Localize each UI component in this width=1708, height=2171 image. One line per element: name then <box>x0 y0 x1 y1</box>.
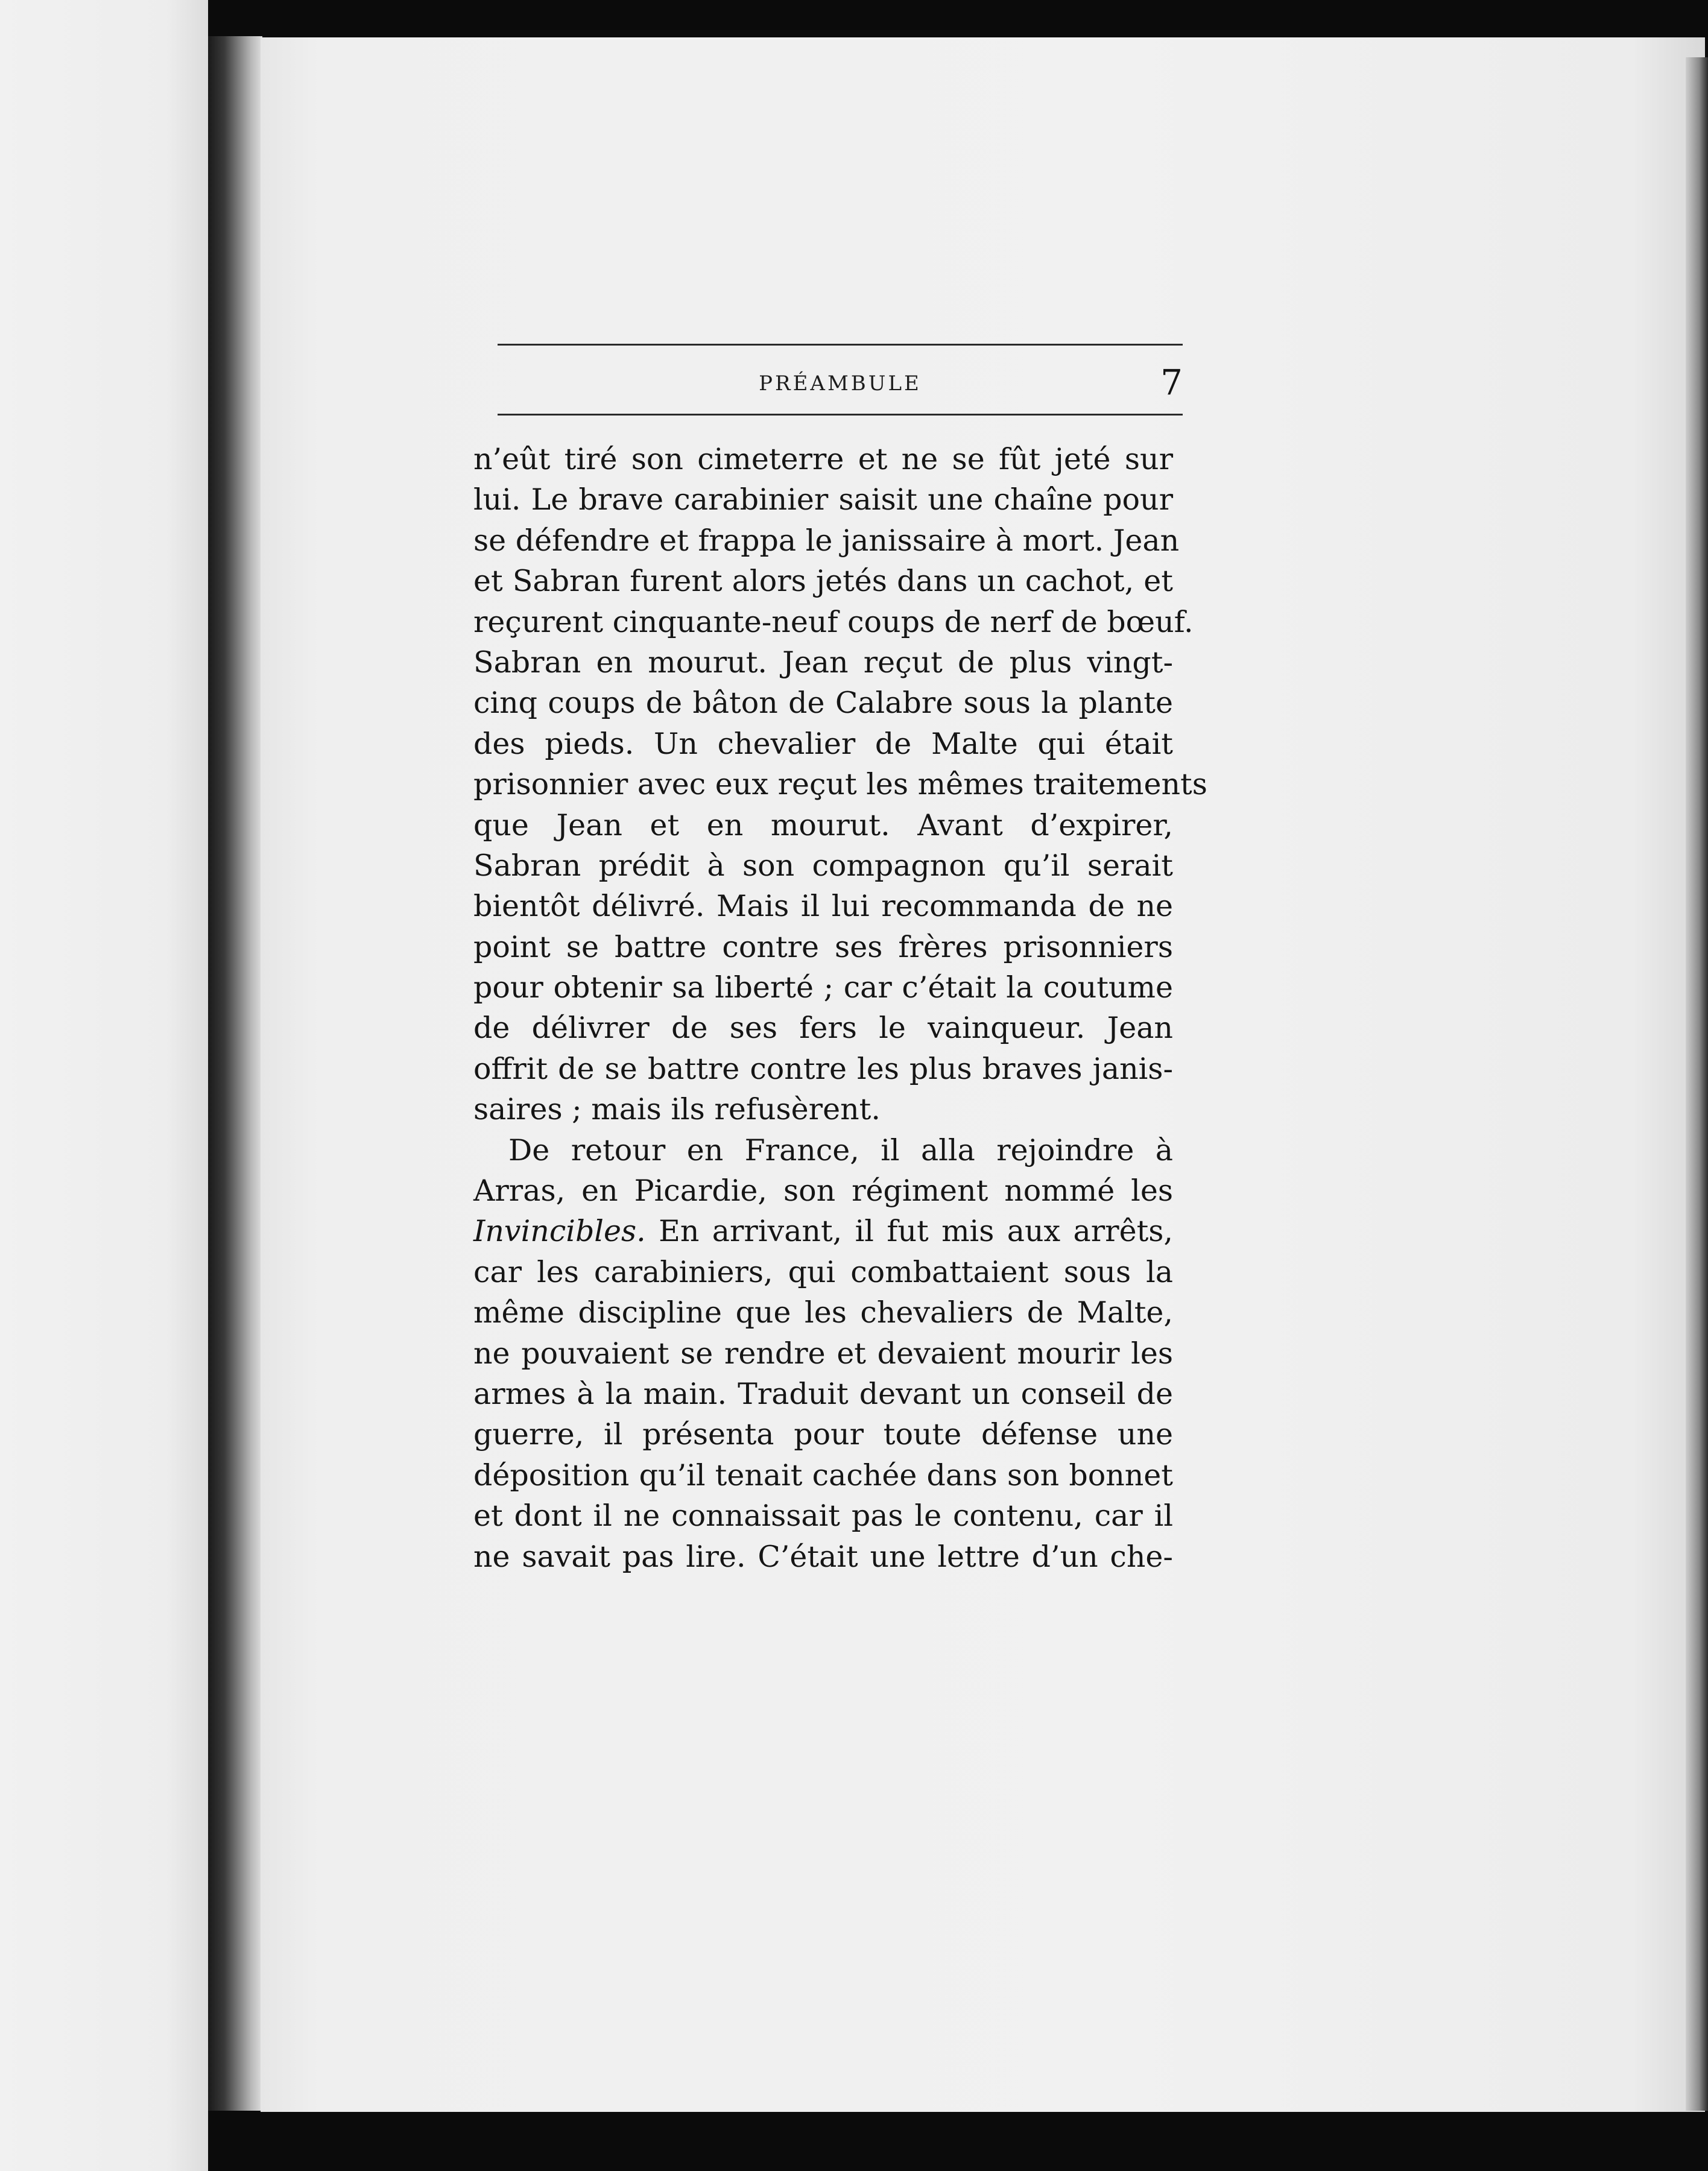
text-line: Sabran en mourut. Jean reçut de plus vingt- <box>473 645 1173 680</box>
text-line: déposition qu’il tenait cachée dans son bonnet <box>473 1458 1173 1493</box>
page-number: 7 <box>1160 362 1183 403</box>
text-line: ne pouvaient se rendre et devaient mourir les <box>473 1336 1173 1371</box>
text-line: guerre, il présenta pour toute défense une <box>473 1417 1173 1452</box>
text-line: armes à la main. Traduit devant un conseil de <box>473 1376 1173 1411</box>
text-line: pour obtenir sa liberté ; car c’était la coutume <box>473 970 1173 1005</box>
text-line: offrit de se battre contre les plus braves janis- <box>473 1051 1173 1086</box>
left-facing-page <box>0 0 208 2171</box>
text-line: et dont il ne connaissait pas le contenu, car il <box>473 1499 1173 1534</box>
text-line-with-italic <box>473 1211 1173 1251</box>
text-line: car les carabiniers, qui combattaient sous la <box>473 1254 1173 1289</box>
header-rule-top <box>498 344 1183 346</box>
text-line: cinq coups de bâton de Calabre sous la plante <box>473 686 1173 721</box>
italic-word: Invincibles. <box>473 1214 646 1249</box>
header-rule-bottom <box>498 414 1183 416</box>
text-line: saires ; mais ils refusèrent. <box>473 1092 881 1127</box>
text-line: n’eût tiré son cimeterre et ne se fût jeté sur <box>473 442 1173 476</box>
body-text <box>473 439 1207 1577</box>
text-line: se défendre et frappa le janissaire à mort. Jean <box>473 523 1180 558</box>
text-line: prisonnier avec eux reçut les mêmes traitements <box>473 767 1207 802</box>
text-line: De retour en France, il alla rejoindre à <box>508 1133 1173 1168</box>
text-line: que Jean et en mourut. Avant d’expirer, <box>473 807 1173 842</box>
text-line: bientôt délivré. Mais il lui recommanda de ne <box>473 889 1173 924</box>
text-line: et Sabran furent alors jetés dans un cachot, et <box>473 564 1173 599</box>
running-title: PRÉAMBULE <box>759 371 922 396</box>
text-line: même discipline que les chevaliers de Malte, <box>473 1295 1173 1330</box>
page-edge <box>1686 57 1708 2111</box>
book-gutter <box>208 36 262 2111</box>
text-line: point se battre contre ses frères prisonniers <box>473 929 1173 964</box>
text-line: Arras, en Picardie, son régiment nommé les <box>473 1174 1173 1209</box>
text-line: des pieds. Un chevalier de Malte qui était <box>473 726 1173 761</box>
text-line: reçurent cinquante-neuf coups de nerf de bœuf. <box>473 604 1194 639</box>
running-head <box>498 362 1183 404</box>
text-line: lui. Le brave carabinier saisit une chaîne pour <box>473 482 1173 517</box>
text-line: Sabran prédit à son compagnon qu’il serait <box>473 848 1173 883</box>
text-line: de délivrer de ses fers le vainqueur. Jean <box>473 1011 1173 1046</box>
text-line: ne savait pas lire. C’était une lettre d’un che- <box>473 1539 1173 1574</box>
text-line-rest: En arrivant, il fut mis aux arrêts, <box>645 1214 1173 1249</box>
